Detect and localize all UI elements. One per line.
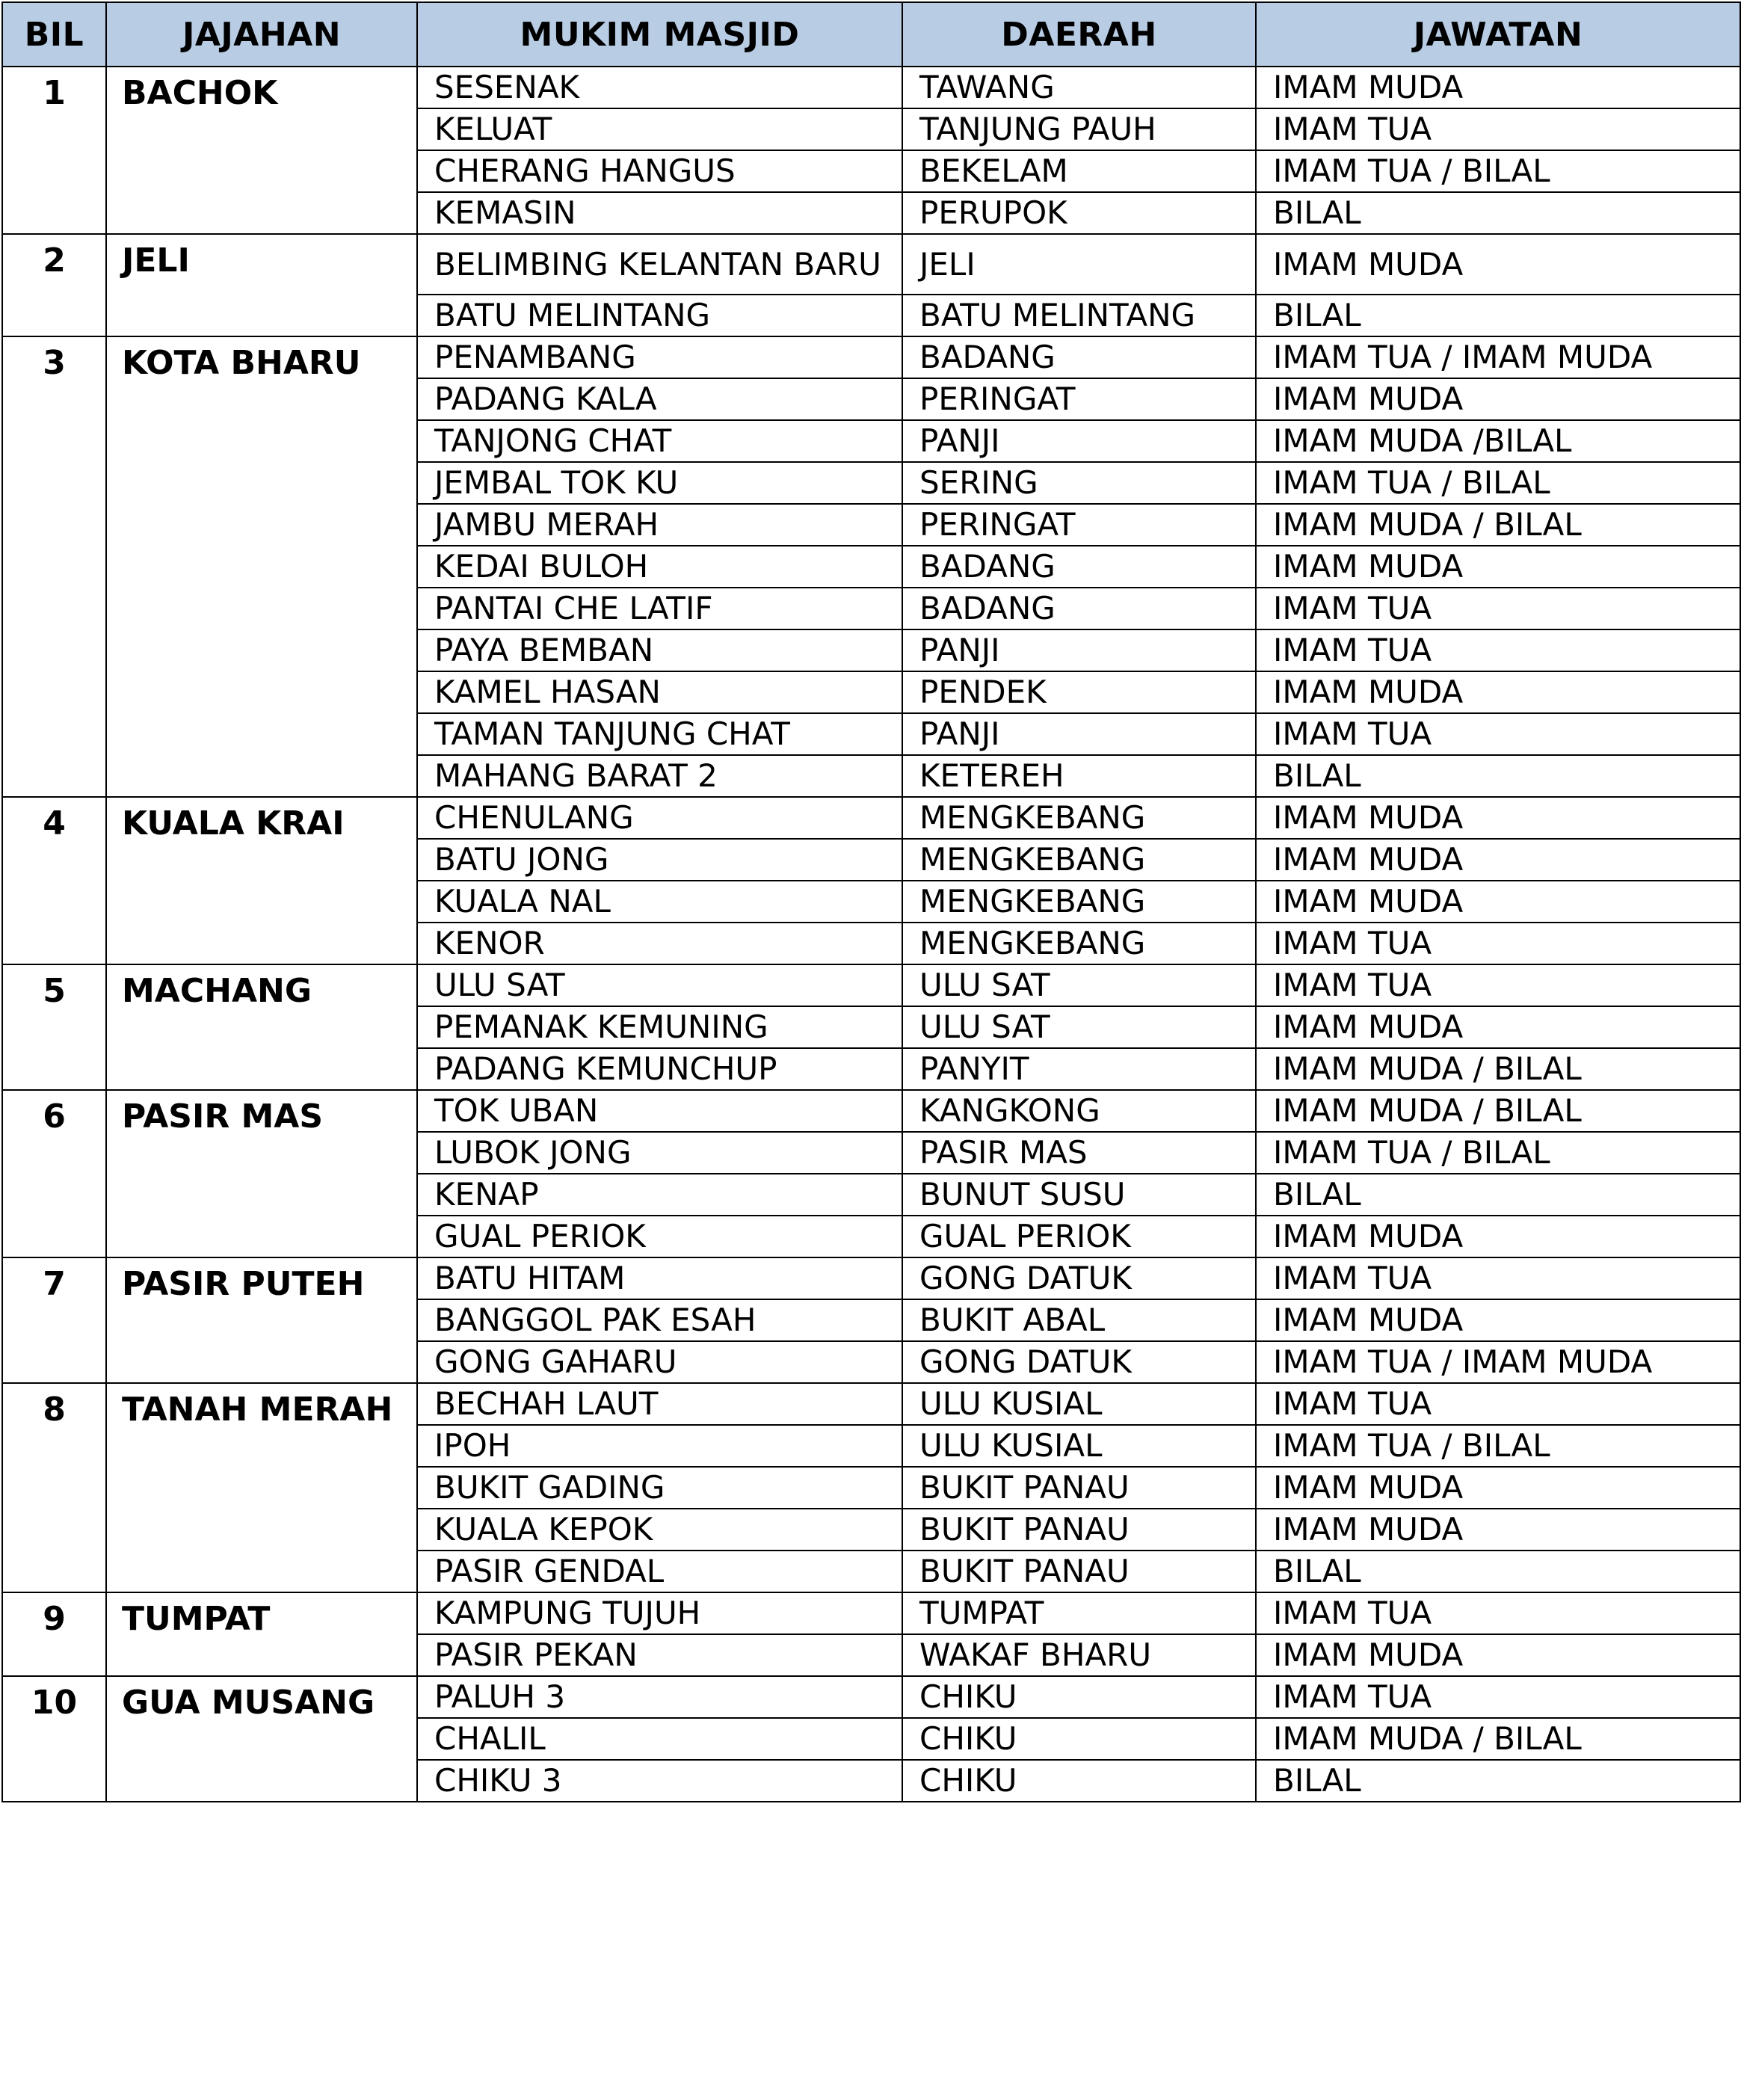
cell-jawatan: IMAM MUDA: [1256, 1299, 1740, 1341]
cell-daerah: PASIR MAS: [902, 1132, 1256, 1174]
cell-jawatan: IMAM MUDA / BILAL: [1256, 1090, 1740, 1132]
cell-mukim-masjid: CHENULANG: [417, 797, 902, 839]
cell-jawatan: BILAL: [1256, 1551, 1740, 1592]
cell-daerah: BADANG: [902, 336, 1256, 378]
cell-mukim-masjid: IPOH: [417, 1425, 902, 1467]
cell-bil: 3: [2, 336, 106, 797]
cell-jawatan: IMAM MUDA /BILAL: [1256, 420, 1740, 462]
cell-daerah: BUKIT PANAU: [902, 1551, 1256, 1592]
cell-daerah: CHIKU: [902, 1676, 1256, 1718]
table-row: [2, 964, 1740, 1006]
cell-jajahan: MACHANG: [106, 964, 417, 1090]
cell-daerah: BEKELAM: [902, 150, 1256, 192]
header-jajahan: JAJAHAN: [106, 2, 417, 67]
cell-mukim-masjid: KEMASIN: [417, 192, 902, 234]
header-mukim-masjid: MUKIM MASJID: [417, 2, 902, 67]
cell-mukim-masjid: PEMANAK KEMUNING: [417, 1006, 902, 1048]
cell-daerah: KETEREH: [902, 755, 1256, 797]
table-row: [2, 67, 1740, 108]
cell-jawatan: IMAM MUDA: [1256, 1216, 1740, 1257]
cell-bil: 6: [2, 1090, 106, 1257]
cell-daerah: ULU SAT: [902, 1006, 1256, 1048]
cell-mukim-masjid: PASIR GENDAL: [417, 1551, 902, 1592]
cell-mukim-masjid: PADANG KALA: [417, 378, 902, 420]
cell-jawatan: IMAM MUDA: [1256, 234, 1740, 295]
cell-daerah: BATU MELINTANG: [902, 295, 1256, 336]
table-row: [2, 1676, 1740, 1718]
cell-daerah: PANJI: [902, 629, 1256, 671]
cell-mukim-masjid: TANJONG CHAT: [417, 420, 902, 462]
table-row: [2, 336, 1740, 378]
cell-mukim-masjid: KEDAI BULOH: [417, 546, 902, 588]
cell-mukim-masjid: CHERANG HANGUS: [417, 150, 902, 192]
cell-daerah: PANJI: [902, 420, 1256, 462]
header-bil: BIL: [2, 2, 106, 67]
cell-jajahan: TUMPAT: [106, 1592, 417, 1676]
cell-daerah: GUAL PERIOK: [902, 1216, 1256, 1257]
cell-jawatan: IMAM TUA / BILAL: [1256, 1132, 1740, 1174]
cell-daerah: GONG DATUK: [902, 1341, 1256, 1383]
cell-daerah: BUNUT SUSU: [902, 1174, 1256, 1216]
table-row: [2, 1257, 1740, 1299]
cell-daerah: PENDEK: [902, 671, 1256, 713]
cell-jawatan: IMAM MUDA: [1256, 881, 1740, 923]
cell-jajahan: BACHOK: [106, 67, 417, 234]
cell-mukim-masjid: BATU MELINTANG: [417, 295, 902, 336]
cell-jawatan: IMAM MUDA: [1256, 1006, 1740, 1048]
vacancy-table: [1, 1, 1741, 1802]
cell-jawatan: BILAL: [1256, 1174, 1740, 1216]
cell-jajahan: KOTA BHARU: [106, 336, 417, 797]
cell-daerah: GONG DATUK: [902, 1257, 1256, 1299]
table-body: [2, 67, 1740, 1802]
cell-mukim-masjid: KENOR: [417, 923, 902, 964]
cell-daerah: TANJUNG PAUH: [902, 108, 1256, 150]
cell-jawatan: IMAM TUA / BILAL: [1256, 1425, 1740, 1467]
cell-jajahan: GUA MUSANG: [106, 1676, 417, 1802]
cell-bil: 4: [2, 797, 106, 964]
cell-mukim-masjid: LUBOK JONG: [417, 1132, 902, 1174]
cell-daerah: ULU KUSIAL: [902, 1383, 1256, 1425]
cell-daerah: WAKAF BHARU: [902, 1634, 1256, 1676]
cell-jawatan: IMAM MUDA: [1256, 1634, 1740, 1676]
cell-mukim-masjid: BATU JONG: [417, 839, 902, 881]
cell-mukim-masjid: PAYA BEMBAN: [417, 629, 902, 671]
cell-jawatan: BILAL: [1256, 295, 1740, 336]
cell-mukim-masjid: SESENAK: [417, 67, 902, 108]
cell-jawatan: IMAM TUA: [1256, 1257, 1740, 1299]
cell-mukim-masjid: CHALIL: [417, 1718, 902, 1760]
cell-jawatan: IMAM TUA: [1256, 964, 1740, 1006]
cell-bil: 9: [2, 1592, 106, 1676]
cell-daerah: PERINGAT: [902, 378, 1256, 420]
cell-daerah: MENGKEBANG: [902, 923, 1256, 964]
cell-jajahan: TANAH MERAH: [106, 1383, 417, 1592]
cell-mukim-masjid: BATU HITAM: [417, 1257, 902, 1299]
cell-jawatan: IMAM TUA: [1256, 629, 1740, 671]
table-header: [2, 2, 1740, 67]
cell-jawatan: IMAM MUDA: [1256, 671, 1740, 713]
cell-daerah: SERING: [902, 462, 1256, 504]
table-row: [2, 1090, 1740, 1132]
header-row: [2, 2, 1740, 67]
cell-jawatan: IMAM MUDA / BILAL: [1256, 1048, 1740, 1090]
cell-jawatan: IMAM MUDA: [1256, 546, 1740, 588]
cell-mukim-masjid: PASIR PEKAN: [417, 1634, 902, 1676]
cell-mukim-masjid: KAMPUNG TUJUH: [417, 1592, 902, 1634]
cell-jajahan: KUALA KRAI: [106, 797, 417, 964]
cell-mukim-masjid: PADANG KEMUNCHUP: [417, 1048, 902, 1090]
cell-mukim-masjid: BANGGOL PAK ESAH: [417, 1299, 902, 1341]
cell-daerah: CHIKU: [902, 1718, 1256, 1760]
cell-daerah: KANGKONG: [902, 1090, 1256, 1132]
cell-jajahan: PASIR MAS: [106, 1090, 417, 1257]
cell-jawatan: IMAM MUDA / BILAL: [1256, 1718, 1740, 1760]
table-row: [2, 1592, 1740, 1634]
cell-bil: 7: [2, 1257, 106, 1383]
cell-jawatan: IMAM TUA / IMAM MUDA: [1256, 1341, 1740, 1383]
cell-daerah: JELI: [902, 234, 1256, 295]
cell-mukim-masjid: KUALA KEPOK: [417, 1509, 902, 1551]
cell-jajahan: PASIR PUTEH: [106, 1257, 417, 1383]
cell-daerah: ULU SAT: [902, 964, 1256, 1006]
cell-mukim-masjid: JEMBAL TOK KU: [417, 462, 902, 504]
cell-jawatan: BILAL: [1256, 1760, 1740, 1802]
cell-daerah: ULU KUSIAL: [902, 1425, 1256, 1467]
cell-mukim-masjid: PENAMBANG: [417, 336, 902, 378]
cell-bil: 1: [2, 67, 106, 234]
cell-daerah: BADANG: [902, 546, 1256, 588]
cell-daerah: MENGKEBANG: [902, 881, 1256, 923]
cell-jawatan: IMAM MUDA / BILAL: [1256, 504, 1740, 546]
cell-daerah: MENGKEBANG: [902, 797, 1256, 839]
cell-jawatan: IMAM TUA: [1256, 713, 1740, 755]
cell-jawatan: IMAM MUDA: [1256, 67, 1740, 108]
cell-jawatan: IMAM MUDA: [1256, 1467, 1740, 1509]
cell-jawatan: IMAM MUDA: [1256, 378, 1740, 420]
cell-daerah: PERINGAT: [902, 504, 1256, 546]
cell-jawatan: IMAM TUA / BILAL: [1256, 462, 1740, 504]
cell-bil: 2: [2, 234, 106, 336]
cell-jawatan: IMAM TUA: [1256, 923, 1740, 964]
table-row: [2, 234, 1740, 295]
cell-bil: 5: [2, 964, 106, 1090]
cell-jawatan: IMAM TUA / IMAM MUDA: [1256, 336, 1740, 378]
cell-jawatan: BILAL: [1256, 755, 1740, 797]
cell-jawatan: IMAM MUDA: [1256, 1509, 1740, 1551]
cell-mukim-masjid: KELUAT: [417, 108, 902, 150]
cell-jawatan: IMAM TUA: [1256, 588, 1740, 629]
cell-daerah: PANJI: [902, 713, 1256, 755]
cell-mukim-masjid: BUKIT GADING: [417, 1467, 902, 1509]
cell-jawatan: IMAM TUA: [1256, 1383, 1740, 1425]
cell-jawatan: BILAL: [1256, 192, 1740, 234]
cell-jawatan: IMAM TUA: [1256, 1592, 1740, 1634]
cell-mukim-masjid: ULU SAT: [417, 964, 902, 1006]
cell-daerah: MENGKEBANG: [902, 839, 1256, 881]
cell-mukim-masjid: MAHANG BARAT 2: [417, 755, 902, 797]
cell-jawatan: IMAM TUA: [1256, 108, 1740, 150]
cell-daerah: BUKIT ABAL: [902, 1299, 1256, 1341]
header-daerah: DAERAH: [902, 2, 1256, 67]
cell-jawatan: IMAM TUA: [1256, 1676, 1740, 1718]
header-jawatan: JAWATAN: [1256, 2, 1740, 67]
vacancy-table-wrapper: [1, 1, 1741, 1802]
cell-mukim-masjid: CHIKU 3: [417, 1760, 902, 1802]
cell-mukim-masjid: GONG GAHARU: [417, 1341, 902, 1383]
cell-bil: 10: [2, 1676, 106, 1802]
cell-bil: 8: [2, 1383, 106, 1592]
cell-daerah: PERUPOK: [902, 192, 1256, 234]
cell-mukim-masjid: KENAP: [417, 1174, 902, 1216]
cell-mukim-masjid: BECHAH LAUT: [417, 1383, 902, 1425]
cell-jajahan: JELI: [106, 234, 417, 336]
cell-mukim-masjid: GUAL PERIOK: [417, 1216, 902, 1257]
cell-daerah: TUMPAT: [902, 1592, 1256, 1634]
cell-daerah: BADANG: [902, 588, 1256, 629]
cell-jawatan: IMAM MUDA: [1256, 839, 1740, 881]
cell-jawatan: IMAM MUDA: [1256, 797, 1740, 839]
cell-mukim-masjid: BELIMBING KELANTAN BARU: [417, 234, 902, 295]
cell-jawatan: IMAM TUA / BILAL: [1256, 150, 1740, 192]
cell-mukim-masjid: TAMAN TANJUNG CHAT: [417, 713, 902, 755]
cell-mukim-masjid: PALUH 3: [417, 1676, 902, 1718]
cell-mukim-masjid: TOK UBAN: [417, 1090, 902, 1132]
table-row: [2, 797, 1740, 839]
cell-daerah: TAWANG: [902, 67, 1256, 108]
cell-mukim-masjid: PANTAI CHE LATIF: [417, 588, 902, 629]
cell-daerah: PANYIT: [902, 1048, 1256, 1090]
cell-daerah: CHIKU: [902, 1760, 1256, 1802]
cell-daerah: BUKIT PANAU: [902, 1467, 1256, 1509]
cell-daerah: BUKIT PANAU: [902, 1509, 1256, 1551]
cell-mukim-masjid: KAMEL HASAN: [417, 671, 902, 713]
table-row: [2, 1383, 1740, 1425]
cell-mukim-masjid: KUALA NAL: [417, 881, 902, 923]
cell-mukim-masjid: JAMBU MERAH: [417, 504, 902, 546]
